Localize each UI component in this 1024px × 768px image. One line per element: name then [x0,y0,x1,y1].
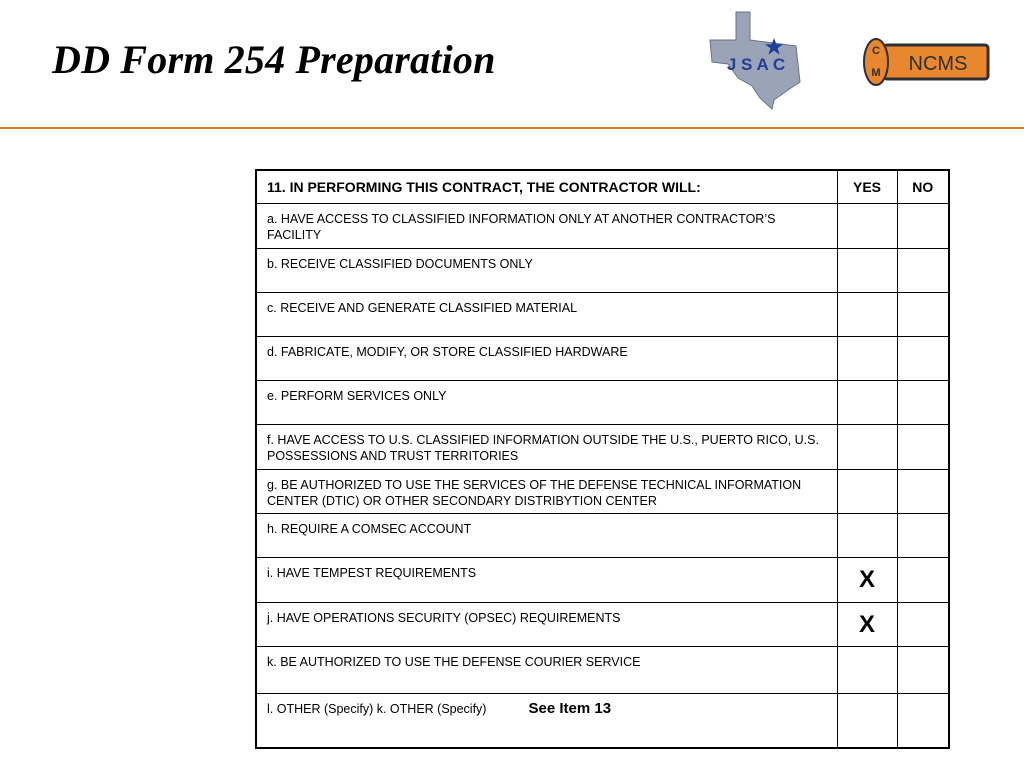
table-row [256,470,949,514]
table-row [256,647,949,694]
no-cell [897,647,949,694]
row-label: a. HAVE ACCESS TO CLASSIFIED INFORMATION ONLY AT ANOTHER CONTRACTOR’S FACILITY [256,204,837,249]
table-row [256,694,949,748]
yes-cell [837,204,897,249]
no-cell [897,204,949,249]
see-item-note: See Item 13 [528,700,612,717]
table-row [256,337,949,381]
yes-cell [837,470,897,514]
yes-cell [837,425,897,470]
no-cell [897,603,949,647]
row-label: j. HAVE OPERATIONS SECURITY (OPSEC) REQUIREMENTS [256,603,837,647]
yes-cell [837,694,897,748]
jsac-logo [708,10,808,110]
row-label: c. RECEIVE AND GENERATE CLASSIFIED MATERIAL [256,293,837,337]
no-header: NO [897,170,949,204]
item-header: 11. IN PERFORMING THIS CONTRACT, THE CONTRACTOR WILL: [256,170,837,204]
row-label: l. OTHER (Specify) k. OTHER (Specify) [267,702,487,716]
ncms-badge-letter-m: M [871,67,881,79]
table-row [256,293,949,337]
ncms-badge-letter-c: C [872,45,880,57]
table-row [256,381,949,425]
jsac-logo-text: J S A C [726,55,786,74]
no-cell [897,293,949,337]
table-row [256,603,949,647]
row-label: h. REQUIRE A COMSEC ACCOUNT [256,514,837,558]
table-header-row [256,170,949,204]
yes-cell [837,647,897,694]
yes-cell: X [837,558,897,603]
no-cell [897,558,949,603]
row-label: i. HAVE TEMPEST REQUIREMENTS [256,558,837,603]
no-cell [897,694,949,748]
no-cell [897,470,949,514]
table-row [256,204,949,249]
no-cell [897,337,949,381]
row-label-cell [256,694,837,748]
yes-cell [837,337,897,381]
yes-cell [837,514,897,558]
no-cell [897,425,949,470]
no-cell [897,514,949,558]
row-label: k. BE AUTHORIZED TO USE THE DEFENSE COURIER SERVICE [256,647,837,694]
no-cell [897,381,949,425]
row-label: b. RECEIVE CLASSIFIED DOCUMENTS ONLY [256,249,837,293]
page-title: DD Form 254 Preparation [52,37,496,82]
yes-cell [837,249,897,293]
yes-cell [837,381,897,425]
row-label: f. HAVE ACCESS TO U.S. CLASSIFIED INFORMATION OUTSIDE THE U.S., PUERTO RICO, U.S. POSSESSIONS AND TRUST TERRITORIES [256,425,837,470]
dd254-item11-table [255,169,950,749]
row-label: d. FABRICATE, MODIFY, OR STORE CLASSIFIED HARDWARE [256,337,837,381]
table-row [256,514,949,558]
table-row [256,425,949,470]
table-row [256,558,949,603]
ncms-logo-text: NCMS [908,53,968,75]
row-label: g. BE AUTHORIZED TO USE THE SERVICES OF THE DEFENSE TECHNICAL INFORMATION CENTER (DTIC) OR OTHER SECONDARY DISTRIBYTION CENTER [256,470,837,514]
table-row [256,249,949,293]
header-divider [0,127,1024,129]
ncms-logo [862,38,990,86]
yes-cell [837,293,897,337]
row-label: e. PERFORM SERVICES ONLY [256,381,837,425]
no-cell [897,249,949,293]
yes-cell: X [837,603,897,647]
yes-header: YES [837,170,897,204]
